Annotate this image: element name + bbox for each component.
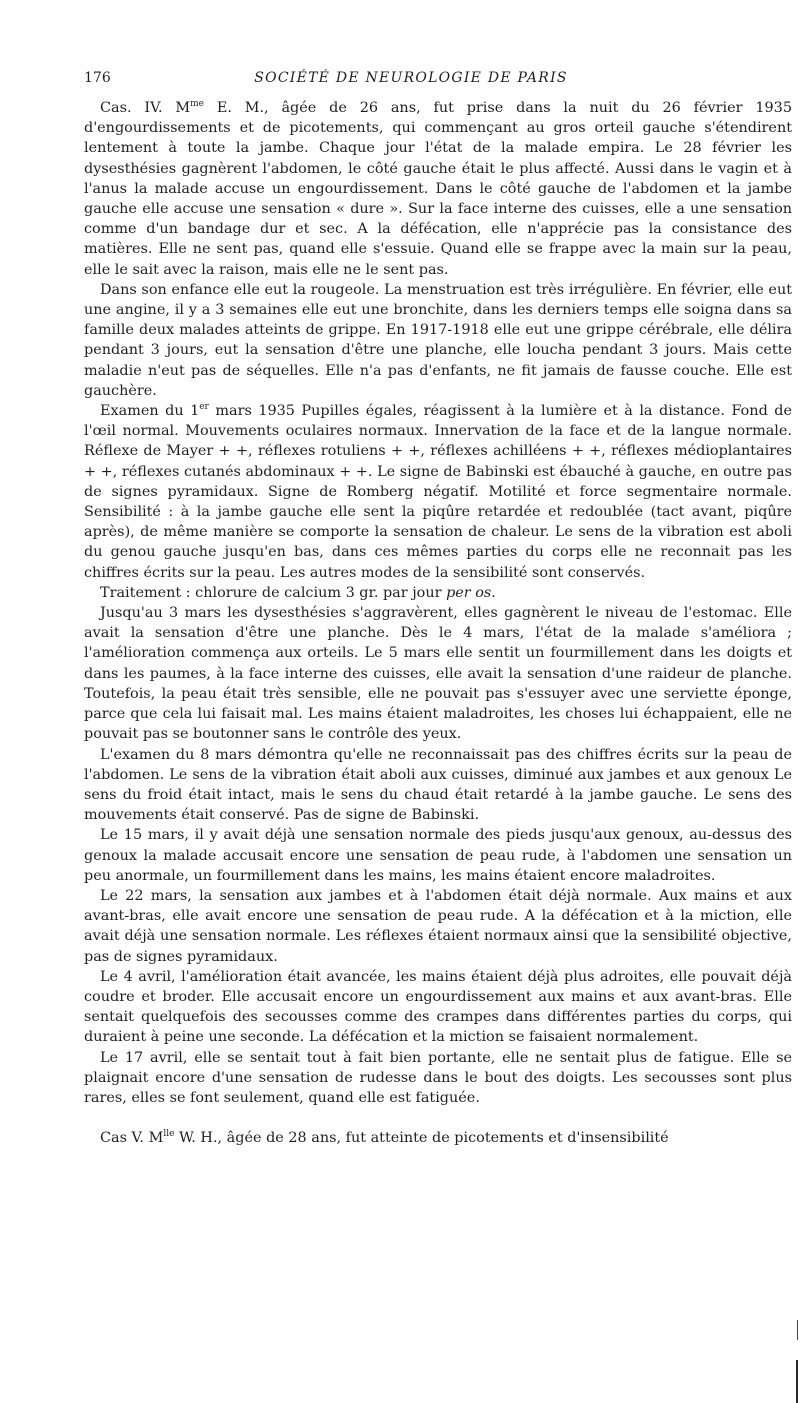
paragraph-childhood xyxy=(84,280,792,401)
text-run: lle xyxy=(163,1129,175,1140)
text-run: Examen du 1 xyxy=(100,403,200,420)
text-run: Cas. IV. M xyxy=(100,100,191,116)
text-run: Le 17 avril, elle se sentait tout à fait bien portante, elle ne sentait plus de fatigue. Elle se plaignait encore d'une sensation de rudesse dans le bout des doigts. Les secousses sont plus rares, elles se font seulement, quand elle est fatiguée. xyxy=(84,1049,792,1106)
running-header xyxy=(84,70,784,86)
paragraph-march-3 xyxy=(84,603,792,744)
text-run: mars 1935 Pupilles égales, réagissent à la lumière et à la distance. Fond de l'œil normal. Mouvements oculaires normaux. Innervation de la face et de la langue normale. Réflexe de Mayer + +, réflexes rotuliens + +, réflexes achilléens + +, réflexes médioplantaires + +, réflexes cutanés abdominaux + +. Le signe de Babinski est ébauché à gauche, en outre pas de signes pyramidaux. Signe de Romberg négatif. Motilité et force segmentaire normale. Sensibilité : à la jambe gauche elle sent la piqûre retardée et redoublée (tact avant, piqûre après), de même manière se comporte la sensation de chaleur. Le sens de la vibration est aboli du genou gauche jusqu'en bas, dans ces mêmes parties du corps elle ne reconnait pas les chiffres écrits sur la peau. Les autres modes de la sensibilité sont conservés. xyxy=(84,403,792,581)
text-run: L'examen du 8 mars démontra qu'elle ne reconnaissait pas des chiffres écrits sur la peau de l'abdomen. Le sens de la vibration était aboli aux cuisses, diminué aux jambes et aux genoux Le sens du froid était intact, mais le sens du chaud était retardé à la jambe gauche. Le sens des mouvements était conservé. Pas de signe de Babinski. xyxy=(84,746,792,824)
running-head-title: SOCIÉTÉ DE NEUROLOGIE DE PARIS xyxy=(254,70,568,86)
paragraph-case-iv-intro xyxy=(84,98,792,280)
scan-edge-mark xyxy=(797,1320,798,1340)
text-run: Jusqu'au 3 mars les dysesthésies s'aggravèrent, elles gagnèrent le niveau de l'estomac. Elle avait la sensation d'être une planche. Dès le 4 mars, l'état de la malade s'améliora ; l'amélioration commença aux orteils. Le 5 mars elle sentit un fourmillement dans les doigts et dans les paumes, à la face interne des cuisses, elle avait la sensation d'une raideur de planche. Toutefois, la peau était très sensible, elle ne pouvait pas s'essuyer avec une serviette éponge, parce que cela lui faisait mal. Les mains étaient maladroites, les choses lui échappaient, elle ne pouvait pas se boutonner sans le contrôle des yeux. xyxy=(84,605,792,743)
paragraph-march-8 xyxy=(84,745,792,826)
paragraph-april-17 xyxy=(84,1048,792,1109)
text-run: W. H., âgée de 28 ans, fut atteinte de picotements et d'insensibilité xyxy=(174,1130,669,1147)
text-run: er xyxy=(199,402,209,413)
scan-edge-mark xyxy=(796,1360,798,1403)
text-run: Dans son enfance elle eut la rougeole. La menstruation est très irrégulière. En février, elle eut une angine, il y a 3 semaines elle eut une bronchite, dans les derniers temps elle soigna dans sa famille deux malades atteints de grippe. En 1917-1918 elle eut une grippe cérébrale, elle délira pendant 3 jours, eut la sensation d'être une planche, elle loucha pendant 3 jours. Mais cette maladie n'eut pas de séquelles. Elle n'a pas d'enfants, ne fit jamais de fausse couche. Elle est gauchère. xyxy=(84,281,792,399)
text-run: Le 4 avril, l'amélioration était avancée, les mains étaient déjà plus adroites, elle pouvait déjà coudre et broder. Elle accusait encore un engourdissement aux mains et aux avant-bras. Elle sentait quelquefois des secousses comme des crampes dans différentes parties du corps, qui duraient à peine une seconde. La défécation et la miction se faisaient normalement. xyxy=(84,968,792,1046)
text-run: Traitement : chlorure de calcium 3 gr. par jour xyxy=(100,584,447,601)
page-number: 176 xyxy=(84,70,111,86)
paragraph-treatment xyxy=(84,583,792,603)
paragraph-march-22 xyxy=(84,886,792,967)
text-run: Cas V. M xyxy=(100,1130,164,1147)
text-run: E. M., âgée de 26 ans, fut prise dans la nuit du 26 février 1935 d'engourdissements et de picotements, qui commençant au gros orteil gauche s'étendirent lentement à toute la jambe. Chaque jour l'état de la malade empira. Le 28 février les dysesthésies gagnèrent l'abdomen, le côté gauche était le plus affecté. Aussi dans le vagin et à l'anus la malade accuse un engourdissement. Dans le côté gauche de l'abdomen et la jambe gauche elle accuse une sensation « dure ». Sur la face interne des cuisses, elle a une sensation comme d'un bandage dur et sec. A la défécation, elle n'apprécie pas la consistance des matières. Elle ne sent pas, quand elle s'essuie. Quand elle se frappe avec la main sur la peau, elle le sait avec la raison, mais elle ne le sent pas. xyxy=(84,100,792,278)
paragraph-march-15 xyxy=(84,825,792,886)
text-run: me xyxy=(190,99,204,110)
paragraph-april-4 xyxy=(84,967,792,1048)
paragraph-case-v-intro xyxy=(84,1128,792,1148)
text-run: Le 22 mars, la sensation aux jambes et à l'abdomen était déjà normale. Aux mains et aux avant-bras, elle avait encore une sensation de peau rude. A la défécation et à la miction, elle avait déjà une sensation normale. Les réflexes étaient normaux ainsi que la sensibilité objective, pas de signes pyramidaux. xyxy=(84,887,792,965)
text-run: Le 15 mars, il y avait déjà une sensation normale des pieds jusqu'aux genoux, au-dessus des genoux la malade accusait encore une sensation de peau rude, à l'abdomen une sensation un peu anormale, un fourmillement dans les mains, les mains étaient encore maladroites. xyxy=(84,827,792,884)
article-body xyxy=(84,98,792,1148)
section-gap xyxy=(84,1108,792,1128)
paragraph-exam-1 xyxy=(84,401,792,583)
text-run: per os. xyxy=(446,584,496,601)
